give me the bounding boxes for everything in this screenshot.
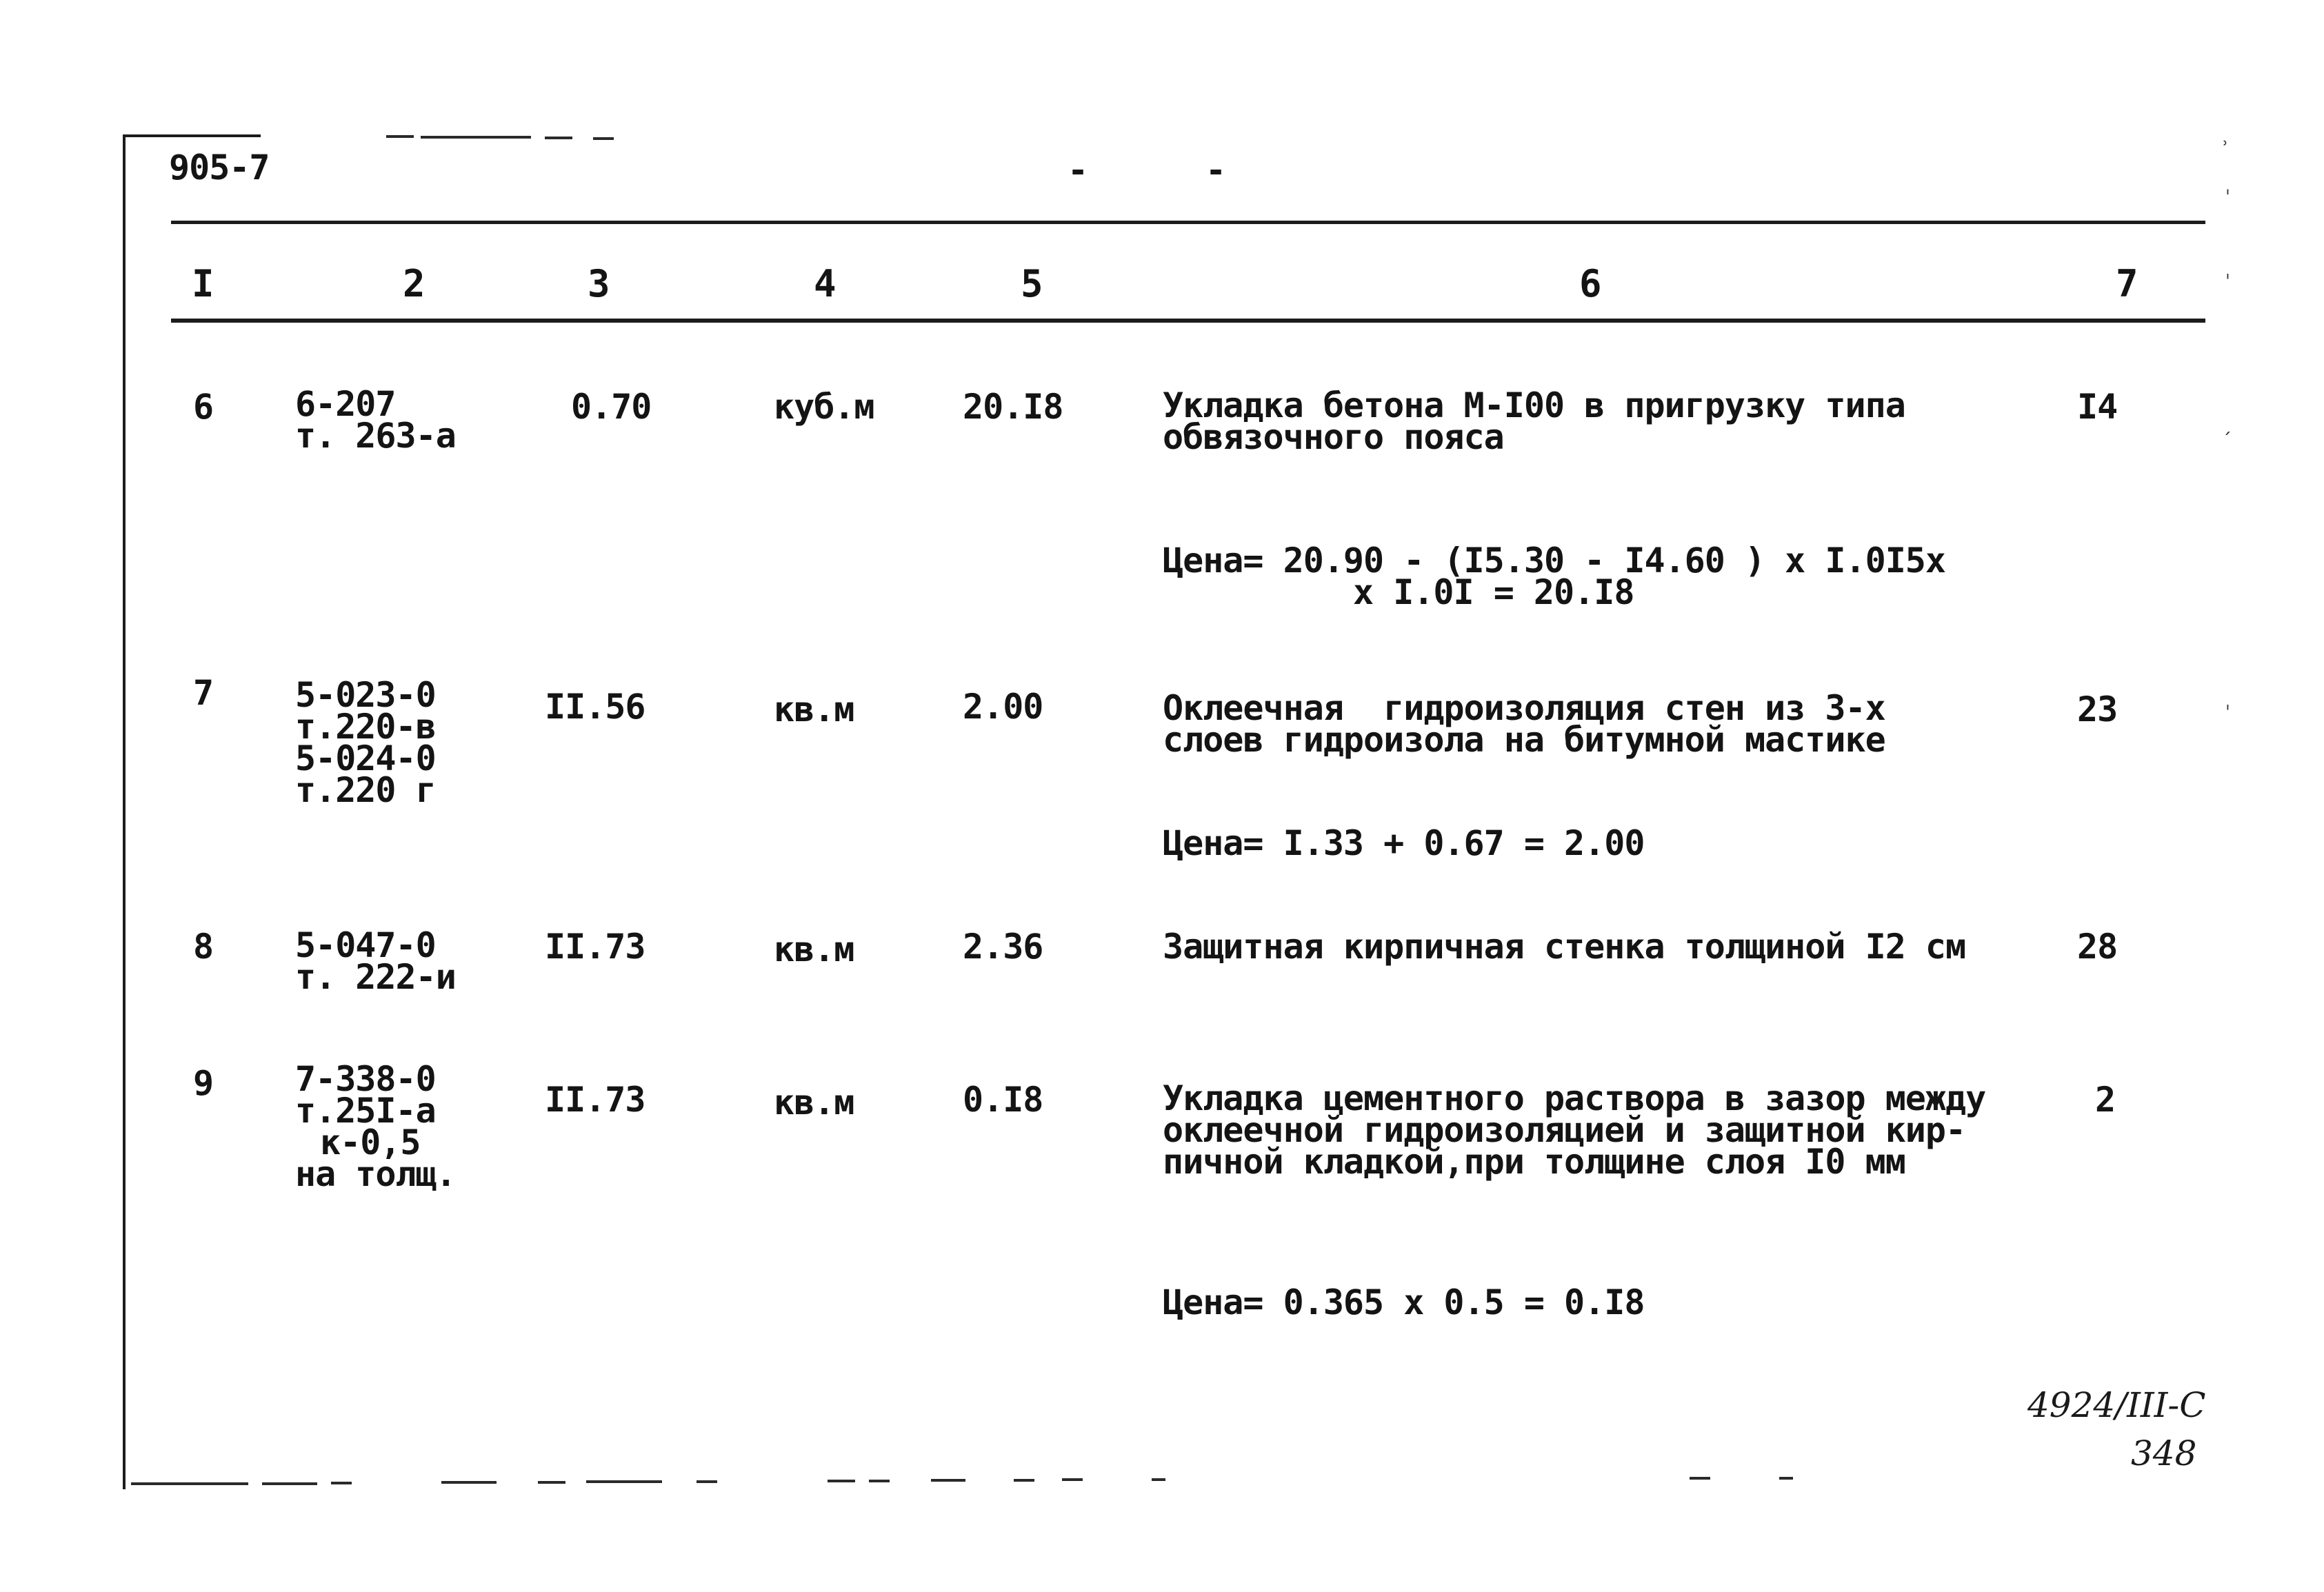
column-header-1: I: [192, 262, 214, 305]
row-number: 6: [193, 387, 214, 427]
column-header-6: 6: [1579, 262, 1602, 305]
handwritten-sheet-number: 348: [2131, 1433, 2197, 1473]
row-price: 2.00: [963, 687, 1043, 727]
row-number: 7: [193, 673, 214, 713]
row-number: 9: [193, 1063, 214, 1103]
row-code: 7-338-0 т.25I-а к-0,5 на толщ.: [295, 1059, 456, 1194]
scan-speck: ˈ: [2222, 270, 2234, 293]
row-price: 0.I8: [963, 1080, 1043, 1120]
row-description: Укладка цементного раствора в зазор между оклеечной гидроизоляцией и защитной кир- пичной кладкой,при толщине слоя I0 мм: [1163, 1078, 1986, 1182]
row-code: 5-047-0 т. 222-и: [295, 925, 456, 997]
row-total: 23: [2077, 689, 2118, 729]
row-code: 6-207 т. 263-а: [295, 384, 456, 456]
row-quantity: II.56: [545, 687, 645, 727]
scan-speck: ˈ: [2222, 701, 2234, 724]
row-total: 2: [2095, 1080, 2116, 1120]
row-unit: кв.м: [774, 689, 854, 729]
row-calculation: Цена= I.33 + 0.67 = 2.00: [1163, 823, 1645, 863]
row-total: 28: [2077, 927, 2118, 967]
row-quantity: 0.70: [571, 387, 652, 427]
scan-speck: ˌ: [2222, 174, 2234, 197]
header-bottom-rule: [171, 319, 2205, 323]
row-code: 5-023-0 т.220-в 5-024-0 т.220 г: [295, 675, 436, 810]
column-header-3: 3: [588, 262, 610, 305]
row-price: 20.I8: [963, 387, 1063, 427]
column-header-7: 7: [2116, 262, 2138, 305]
header-top-rule: [171, 221, 2205, 224]
row-description: Оклеечная гидроизоляция стен из 3-х слоев гидроизола на битумной мастике: [1163, 688, 1885, 760]
row-calculation: Цена= 20.90 - (I5.30 - I4.60 ) x I.0I5x x I.0I = 20.I8: [1163, 541, 1945, 612]
scan-speck: ˏ: [2222, 412, 2234, 434]
row-number: 8: [193, 927, 214, 967]
row-unit: куб.м: [774, 387, 874, 427]
scan-speck: ˒: [2219, 132, 2231, 155]
header-dash: -: [1068, 150, 1088, 190]
row-quantity: II.73: [545, 1080, 645, 1120]
left-border: [123, 134, 126, 1489]
row-description: Укладка бетона М-I00 в пригрузку типа обвязочного пояса: [1163, 385, 1905, 457]
header-dash: -: [1205, 150, 1226, 190]
handwritten-archive-number: 4924/III-С: [2027, 1385, 2206, 1425]
column-header-4: 4: [814, 262, 837, 305]
row-unit: кв.м: [774, 929, 854, 969]
row-price: 2.36: [963, 927, 1043, 967]
row-total: I4: [2077, 387, 2118, 427]
row-calculation: Цена= 0.365 x 0.5 = 0.I8: [1163, 1282, 1645, 1322]
column-header-5: 5: [1021, 262, 1043, 305]
row-description: Защитная кирпичная стенка толщиной I2 см: [1163, 927, 1966, 967]
row-unit: кв.м: [774, 1082, 854, 1122]
row-quantity: II.73: [545, 927, 645, 967]
top-border-fragment: [123, 134, 261, 137]
doc-code: 905-7: [169, 148, 270, 188]
column-header-2: 2: [403, 262, 425, 305]
